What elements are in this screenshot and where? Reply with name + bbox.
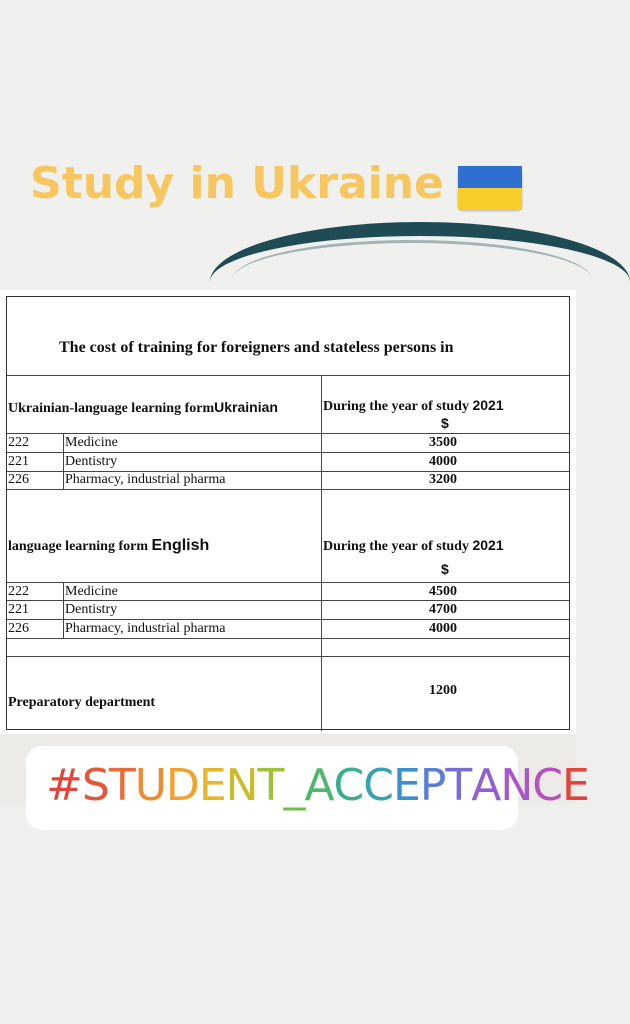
en-row-1-cost: 4500	[429, 584, 457, 599]
ukrainian-period-header: During the year of study 2021	[323, 397, 504, 414]
cost-table	[6, 296, 570, 730]
ukrainian-form-label: Ukrainian-language learning formUkrainian	[8, 399, 278, 416]
en-row-2-program: Dentistry	[65, 602, 118, 617]
hashtag-text: #STUDENT_ACCEPTANCE	[46, 760, 589, 811]
ukrainian-currency: $	[441, 415, 449, 431]
english-form-label: language learning form English	[8, 537, 210, 554]
en-row-3-code: 226	[8, 621, 29, 636]
en-row-3-program: Pharmacy, industrial pharma	[65, 621, 226, 636]
ua-row-3-code: 226	[8, 472, 29, 487]
en-row-1-program: Medicine	[65, 584, 118, 599]
headline: Study in Ukraine	[30, 158, 444, 209]
hashtag	[46, 760, 589, 811]
cost-table-image	[0, 290, 576, 734]
ua-row-3-program: Pharmacy, industrial pharma	[65, 472, 226, 487]
ua-row-2-program: Dentistry	[65, 454, 118, 469]
en-row-2-code: 221	[8, 602, 29, 617]
table-title: The cost of training for foreigners and stateless persons in	[59, 339, 454, 356]
ua-row-2-cost: 4000	[429, 454, 457, 469]
ua-row-2-code: 221	[8, 454, 29, 469]
ua-row-3-cost: 3200	[429, 472, 457, 487]
en-row-3-cost: 4000	[429, 621, 457, 636]
ua-row-1-code: 222	[8, 435, 29, 450]
ukraine-flag-icon	[458, 166, 522, 210]
preparatory-label: Preparatory department	[8, 695, 156, 710]
preparatory-cost: 1200	[429, 683, 457, 698]
ua-row-1-cost: 3500	[429, 435, 457, 450]
english-currency: $	[441, 561, 449, 577]
english-period-header: During the year of study 2021	[323, 537, 504, 554]
en-row-1-code: 222	[8, 584, 29, 599]
en-row-2-cost: 4700	[429, 602, 457, 617]
ua-row-1-program: Medicine	[65, 435, 118, 450]
